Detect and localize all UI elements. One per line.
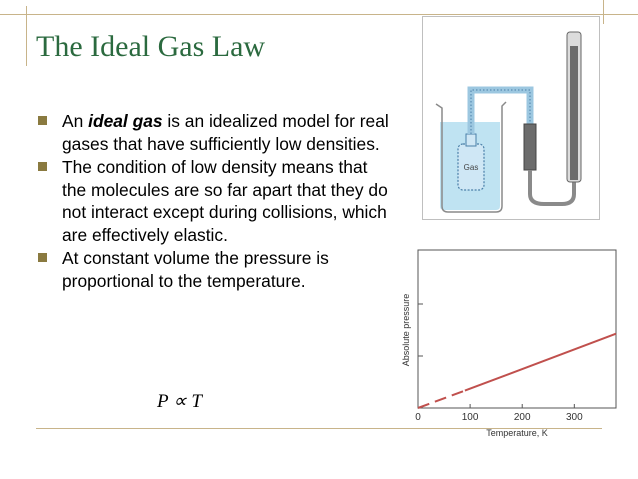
mercury-left [524, 124, 536, 170]
bullet-item: An ideal gas is an idealized model for real gases that have sufficiently low densities. [34, 110, 394, 155]
bullet-list [34, 110, 394, 293]
square-bullet-icon [38, 253, 47, 262]
square-bullet-icon [38, 116, 47, 125]
gas-label: Gas [463, 163, 479, 172]
y-axis-label: Absolute pressure [401, 293, 411, 367]
formula: P ∝ T [157, 391, 202, 412]
bulb-neck [466, 134, 476, 146]
square-bullet-icon [38, 162, 47, 171]
left-accent-line [26, 6, 27, 66]
gas-apparatus-figure [422, 16, 600, 220]
plot-area [418, 250, 616, 408]
slide-title: The Ideal Gas Law [36, 30, 266, 63]
mercury-right [570, 46, 578, 180]
top-rule [0, 14, 638, 15]
x-tick-label: 300 [565, 412, 583, 423]
bullet-item: The condition of low density means that the molecules are so far apart that they do not interact except during collisions, which are effectively elastic. [34, 156, 394, 246]
pressure-temperature-chart [398, 240, 618, 445]
right-accent-line [603, 0, 604, 24]
x-axis-label: Temperature, K [486, 428, 548, 438]
x-tick-label: 100 [461, 412, 479, 423]
x-tick-label: 0 [415, 412, 421, 423]
x-tick-label: 200 [513, 412, 531, 423]
emphasis-text: ideal gas [88, 111, 163, 131]
bullet-item: At constant volume the pressure is proportional to the temperature. [34, 247, 394, 292]
